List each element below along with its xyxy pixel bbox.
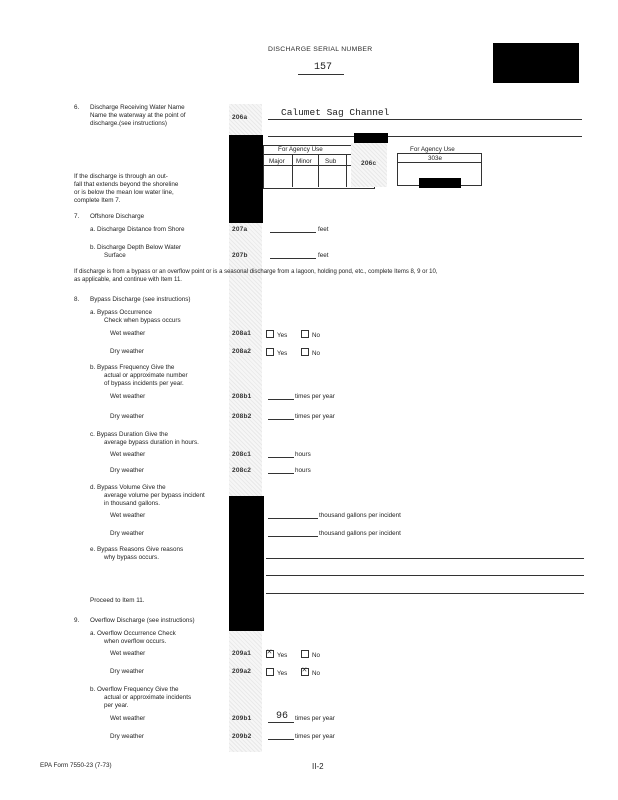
item8b2-field[interactable] bbox=[268, 419, 294, 420]
item8b2-unit: times per year bbox=[295, 413, 335, 420]
bypass-note-2: as applicable, and continue with Item 11. bbox=[74, 277, 182, 283]
agency-use-label-2: For Agency Use bbox=[410, 146, 455, 153]
item9a1-code: 209a1 bbox=[232, 650, 252, 657]
redaction-agency bbox=[419, 178, 461, 188]
checkbox-icon[interactable] bbox=[301, 650, 309, 658]
item9a-wet: Wet weather bbox=[110, 650, 146, 657]
item8-number: 8. bbox=[74, 296, 80, 303]
item7b-label2: Surface bbox=[104, 252, 126, 259]
item7a-label: a. Discharge Distance from Shore bbox=[90, 226, 185, 233]
item8b1-unit: times per year bbox=[295, 393, 335, 400]
yes-label: Yes bbox=[277, 332, 288, 339]
redaction-8d bbox=[229, 496, 264, 618]
item8c-dry: Dry weather bbox=[110, 467, 144, 474]
item6-note1: If the discharge is through an out- bbox=[74, 173, 168, 180]
item9a-title2: when overflow occurs. bbox=[104, 638, 167, 645]
agency-col-sub: Sub bbox=[325, 158, 337, 165]
item7-title: Offshore Discharge bbox=[90, 213, 145, 220]
item8a1-code: 208a1 bbox=[232, 330, 252, 337]
item6-number: 6. bbox=[74, 104, 80, 111]
item8c-title2: average bypass duration in hours. bbox=[104, 439, 199, 446]
item8d2-field[interactable] bbox=[268, 536, 318, 537]
receiving-water-underline bbox=[268, 119, 582, 120]
agency-divider-2 bbox=[397, 162, 481, 163]
redaction-top bbox=[354, 133, 388, 143]
item9b2-unit: times per year bbox=[295, 733, 335, 740]
item8d-wet: Wet weather bbox=[110, 512, 146, 519]
agency-value-2: 303e bbox=[428, 155, 443, 162]
item9b-title3: per year. bbox=[104, 702, 129, 709]
item8c2-code: 208c2 bbox=[232, 467, 252, 474]
item7b-label1: b. Discharge Depth Below Water bbox=[90, 244, 182, 251]
no-label: No bbox=[312, 670, 321, 677]
item6-desc2: discharge.(see instructions) bbox=[90, 120, 167, 127]
serial-number-label: DISCHARGE SERIAL NUMBER bbox=[268, 46, 373, 53]
item6-note4: complete Item 7. bbox=[74, 197, 121, 204]
item9b2-field[interactable] bbox=[268, 739, 294, 740]
item8a1-yes[interactable] bbox=[266, 330, 287, 339]
agency-col-major: Major bbox=[269, 158, 285, 165]
agency-col-line-3 bbox=[346, 155, 347, 187]
item8-proceed: Proceed to Item 11. bbox=[90, 597, 145, 604]
checkbox-icon[interactable] bbox=[266, 668, 274, 676]
item8d2-unit: thousand gallons per incident bbox=[319, 530, 401, 537]
item7a-code: 207a bbox=[232, 226, 248, 233]
item6-desc1: Name the waterway at the point of bbox=[90, 112, 186, 119]
item9a2-yes[interactable] bbox=[266, 668, 287, 677]
item8e-title1: e. Bypass Reasons Give reasons bbox=[90, 546, 184, 553]
yes-label: Yes bbox=[277, 350, 288, 357]
agency-col-minor: Minor bbox=[296, 158, 312, 165]
item8c-wet: Wet weather bbox=[110, 451, 146, 458]
item8d1-unit: thousand gallons per incident bbox=[319, 512, 401, 519]
item8e-line1[interactable] bbox=[266, 558, 584, 559]
item8b-wet: Wet weather bbox=[110, 393, 146, 400]
item8c1-field[interactable] bbox=[268, 457, 294, 458]
item8c-title1: c. Bypass Duration Give the bbox=[90, 431, 169, 438]
item8b-dry: Dry weather bbox=[110, 413, 144, 420]
item9a1-yes[interactable] bbox=[266, 650, 287, 659]
yes-label: Yes bbox=[277, 652, 288, 659]
agency-col-line-1 bbox=[292, 155, 293, 187]
item9b-dry: Dry weather bbox=[110, 733, 144, 740]
item8b-title1: b. Bypass Frequency Give the bbox=[90, 364, 175, 371]
item9a1-no[interactable] bbox=[301, 650, 320, 659]
redaction-left bbox=[229, 135, 263, 223]
item7b-unit: feet bbox=[318, 252, 329, 259]
receiving-water-underline-2 bbox=[268, 136, 582, 137]
item6-note2: fall that extends beyond the shoreline bbox=[74, 181, 179, 188]
checkbox-icon[interactable] bbox=[266, 330, 274, 338]
item9b1-unit: times per year bbox=[295, 715, 335, 722]
bypass-note-1: If discharge is from a bypass or an overflow point or is a seasonal discharge from a lagoon, holding pond, etc., complete Items 8, 9 or 10, bbox=[74, 269, 438, 275]
item7a-field[interactable] bbox=[270, 232, 316, 233]
item8c2-unit: hours bbox=[295, 467, 311, 474]
item8d-dry: Dry weather bbox=[110, 530, 144, 537]
checkbox-checked-icon[interactable] bbox=[266, 650, 274, 658]
no-label: No bbox=[312, 350, 321, 357]
item9-number: 9. bbox=[74, 617, 80, 624]
footer-form-number: EPA Form 7550-23 (7-73) bbox=[40, 762, 112, 769]
item8a2-yes[interactable] bbox=[266, 348, 287, 357]
item8d1-field[interactable] bbox=[268, 518, 318, 519]
item7b-code: 207b bbox=[232, 252, 248, 259]
no-label: No bbox=[312, 652, 321, 659]
item6-note3: or is below the mean low water line, bbox=[74, 189, 174, 196]
item9b1-value[interactable]: 96 bbox=[276, 711, 289, 722]
item8b-title2: actual or approximate number bbox=[104, 372, 188, 379]
item8a1-no[interactable] bbox=[301, 330, 320, 339]
item9b2-code: 209b2 bbox=[232, 733, 252, 740]
item9a2-no[interactable] bbox=[301, 668, 320, 677]
item9b1-code: 209b1 bbox=[232, 715, 252, 722]
item8e-title2: why bypass occurs. bbox=[104, 554, 159, 561]
serial-number-underline bbox=[298, 74, 344, 75]
footer-page-number: II-2 bbox=[312, 762, 324, 771]
checkbox-checked-icon[interactable] bbox=[301, 668, 309, 676]
item7-number: 7. bbox=[74, 213, 80, 220]
item8b1-field[interactable] bbox=[268, 399, 294, 400]
item9b-title2: actual or approximate incidents bbox=[104, 694, 192, 701]
item9b1-field bbox=[268, 722, 294, 723]
item9-title: Overflow Discharge (see instructions) bbox=[90, 617, 195, 624]
item8d-title2: average volume per bypass incident bbox=[104, 492, 205, 499]
item9a-title1: a. Overflow Occurrence Check bbox=[90, 630, 176, 637]
item8d-title1: d. Bypass Volume Give the bbox=[90, 484, 166, 491]
item8b2-code: 208b2 bbox=[232, 413, 252, 420]
no-label: No bbox=[312, 332, 321, 339]
serial-number-value: 157 bbox=[314, 62, 333, 73]
item8a2-code: 208a2 bbox=[232, 348, 252, 355]
item6-title: Discharge Receiving Water Name bbox=[90, 104, 185, 111]
item8e-line3[interactable] bbox=[266, 593, 584, 594]
item9a2-code: 209a2 bbox=[232, 668, 252, 675]
item8a2-no[interactable] bbox=[301, 348, 320, 357]
item7a-unit: feet bbox=[318, 226, 329, 233]
item8c1-unit: hours bbox=[295, 451, 311, 458]
item8-title: Bypass Discharge (see instructions) bbox=[90, 296, 191, 303]
receiving-water-name[interactable]: Calumet Sag Channel bbox=[281, 107, 390, 118]
checkbox-icon[interactable] bbox=[266, 348, 274, 356]
checkbox-icon[interactable] bbox=[301, 348, 309, 356]
item8a-dry: Dry weather bbox=[110, 348, 144, 355]
item7b-field[interactable] bbox=[270, 258, 316, 259]
agency-col-line-2 bbox=[318, 155, 319, 187]
item8d-title3: in thousand gallons. bbox=[104, 500, 161, 507]
item9a-dry: Dry weather bbox=[110, 668, 144, 675]
item8e-line2[interactable] bbox=[266, 575, 584, 576]
item8a-title: a. Bypass Occurrence bbox=[90, 309, 152, 316]
item8b1-code: 208b1 bbox=[232, 393, 252, 400]
item8c2-field[interactable] bbox=[268, 473, 294, 474]
item6-code: 206a bbox=[232, 114, 248, 121]
item8b-title3: of bypass incidents per year. bbox=[104, 380, 184, 387]
agency-use-label: For Agency Use bbox=[278, 146, 323, 153]
item8c1-code: 208c1 bbox=[232, 451, 252, 458]
item6-code2: 206c bbox=[361, 160, 377, 167]
item9b-wet: Wet weather bbox=[110, 715, 146, 722]
yes-label: Yes bbox=[277, 670, 288, 677]
checkbox-icon[interactable] bbox=[301, 330, 309, 338]
redaction-9 bbox=[229, 607, 264, 631]
item9b-title1: b. Overflow Frequency Give the bbox=[90, 686, 179, 693]
item8a-sub: Check when bypass occurs bbox=[104, 317, 181, 324]
redaction-box bbox=[493, 43, 579, 83]
item8a-wet: Wet weather bbox=[110, 330, 146, 337]
